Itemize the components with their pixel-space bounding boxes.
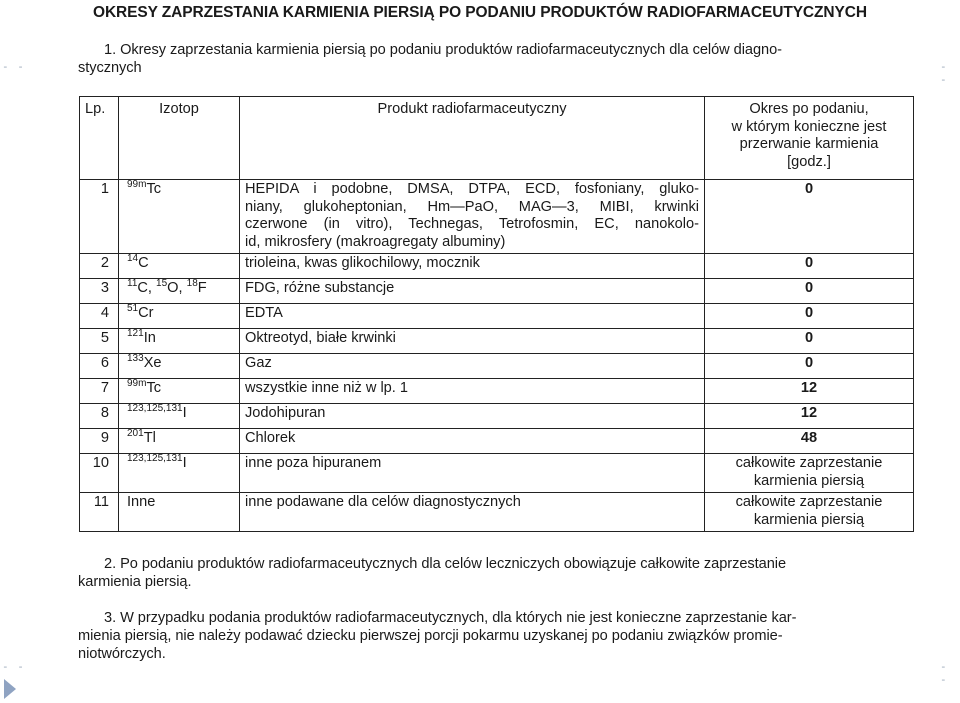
breastfeeding-table — [79, 96, 914, 532]
row-isotope — [119, 493, 240, 532]
product-line: inne podawane dla celów diagnostycznych — [245, 494, 521, 510]
table-row — [80, 354, 914, 379]
section-3-line-2: mienia piersią, nie należy podawać dziecku pierwszej porcji pokarmu uzyskanej po podaniu związków promie- — [78, 628, 783, 644]
section-1-line-1: 1. Okresy zaprzestania karmienia piersią po podaniu produktów radiofarmaceutycznych dla celów diagno- — [104, 42, 782, 58]
row-period — [705, 354, 914, 379]
row-period — [705, 279, 914, 304]
period-line: 0 — [804, 330, 814, 346]
header-period-line: w którym konieczne jest — [731, 118, 887, 135]
row-lp: 3 — [80, 279, 119, 304]
section-2-line-2: karmienia piersią. — [78, 574, 192, 590]
isotope-mass-number: 123,125,131 — [127, 403, 183, 414]
row-isotope — [119, 180, 240, 254]
row-isotope — [119, 429, 240, 454]
product-line: Oktreotyd, białe krwinki — [245, 330, 396, 346]
isotope-mass-number: 11 — [127, 278, 138, 289]
table-row — [80, 304, 914, 329]
row-lp: 4 — [80, 304, 119, 329]
isotope-mass-number: 99m — [127, 179, 147, 190]
row-product — [240, 429, 705, 454]
isotope-symbol: Tc — [146, 380, 162, 396]
header-lp: Lp. — [80, 97, 119, 180]
period-line: karmienia piersią — [753, 472, 865, 489]
row-isotope — [119, 404, 240, 429]
isotope-mass-number: 99m — [127, 378, 147, 389]
product-line: niany, glukoheptonian, Hm—PaO, MAG—3, MIBI, krwinki — [245, 198, 699, 215]
period-line: 48 — [800, 430, 818, 446]
isotope-symbol: Inne — [127, 494, 156, 510]
isotope-symbol: O, — [167, 280, 187, 296]
right-edge-mark-top: - - — [940, 60, 948, 86]
row-product — [240, 493, 705, 532]
row-period — [705, 404, 914, 429]
row-lp: 2 — [80, 254, 119, 279]
period-line: 0 — [804, 280, 814, 296]
row-product — [240, 354, 705, 379]
table-header-row — [80, 97, 914, 180]
period-line: karmienia piersią — [753, 511, 865, 528]
row-isotope — [119, 254, 240, 279]
row-lp: 5 — [80, 329, 119, 354]
row-product — [240, 180, 705, 254]
period-line: całkowite zaprzestanie — [735, 494, 883, 510]
row-period — [705, 379, 914, 404]
product-line: wszystkie inne niż w lp. 1 — [245, 380, 409, 396]
period-line: 0 — [804, 305, 814, 321]
header-period-line: Okres po podaniu, — [749, 101, 869, 117]
period-line: 0 — [804, 355, 814, 371]
period-line: 0 — [804, 181, 814, 197]
isotope-symbol: F — [197, 280, 207, 296]
isotope-symbol: I — [182, 455, 187, 471]
product-line: Chlorek — [245, 430, 296, 446]
table-row — [80, 379, 914, 404]
section-2 — [78, 555, 918, 591]
header-isotope — [119, 97, 240, 180]
left-edge-mark-top: - - — [2, 60, 25, 73]
header-product: Produkt radiofarmaceutyczny — [240, 97, 705, 180]
header-period-line: przerwanie karmienia — [739, 136, 879, 152]
row-product — [240, 379, 705, 404]
row-lp: 1 — [80, 180, 119, 254]
row-product — [240, 329, 705, 354]
page-title: OKRESY ZAPRZESTANIA KARMIENIA PIERSIĄ PO PODANIU PRODUKTÓW RADIOFARMACEUTYCZNYCH — [93, 4, 867, 21]
product-line: Gaz — [245, 355, 272, 371]
row-product — [240, 279, 705, 304]
row-isotope — [119, 454, 240, 493]
row-period — [705, 493, 914, 532]
row-lp: 8 — [80, 404, 119, 429]
row-period — [705, 329, 914, 354]
product-line: czerwone (in vitro), Technegas, Tetrofosmin, EC, nanokolo- — [245, 216, 699, 232]
isotope-mass-number: 51 — [127, 303, 139, 314]
table-row — [80, 493, 914, 532]
section-3 — [78, 609, 918, 663]
isotope-mass-number: 201 — [127, 428, 144, 439]
section-1-line-2: stycznych — [78, 60, 142, 76]
header-period-line: [godz.] — [787, 153, 831, 170]
table-row — [80, 429, 914, 454]
row-product — [240, 304, 705, 329]
row-period — [705, 254, 914, 279]
isotope-symbol: In — [143, 330, 156, 346]
row-period — [705, 429, 914, 454]
product-line: inne poza hipuranem — [245, 455, 382, 471]
isotope-mass-number: 15 — [156, 278, 168, 289]
row-isotope — [119, 279, 240, 304]
product-line: FDG, różne substancje — [245, 280, 395, 296]
isotope-symbol: Cr — [138, 305, 154, 321]
header-isotope-label: Izotop — [159, 101, 199, 117]
isotope-symbol: Xe — [143, 355, 162, 371]
period-line: 12 — [800, 405, 818, 421]
section-3-line-3: niotwórczych. — [78, 646, 166, 662]
isotope-mass-number: 133 — [127, 353, 144, 364]
row-lp: 6 — [80, 354, 119, 379]
row-period — [705, 454, 914, 493]
table-row — [80, 180, 914, 254]
table-body — [80, 180, 914, 532]
table-row — [80, 254, 914, 279]
row-isotope — [119, 354, 240, 379]
triangle-right-icon[interactable] — [4, 679, 16, 699]
isotope-mass-number: 18 — [186, 278, 198, 289]
row-period — [705, 304, 914, 329]
product-line: id, mikrosfery (makroagregaty albuminy) — [245, 233, 506, 250]
row-period — [705, 180, 914, 254]
left-edge-mark-bottom: - - — [2, 660, 25, 673]
period-line: całkowite zaprzestanie — [735, 455, 883, 471]
row-lp: 10 — [80, 454, 119, 493]
section-3-line-1: 3. W przypadku podania produktów radiofarmaceutycznych, dla których nie jest konieczne zaprzestanie kar- — [104, 610, 797, 626]
row-product — [240, 404, 705, 429]
table-row — [80, 329, 914, 354]
section-2-line-1: 2. Po podaniu produktów radiofarmaceutycznych dla celów leczniczych obowiązuje całkowite zaprzestanie — [104, 556, 787, 572]
isotope-symbol: C — [138, 255, 149, 271]
row-product — [240, 454, 705, 493]
right-edge-mark-bottom: - - — [940, 660, 948, 686]
isotope-symbol: I — [182, 405, 187, 421]
table-row — [80, 279, 914, 304]
isotope-mass-number: 123,125,131 — [127, 453, 183, 464]
isotope-mass-number: 121 — [127, 328, 144, 339]
period-line: 12 — [800, 380, 818, 396]
section-1-heading — [78, 41, 918, 77]
isotope-mass-number: 14 — [127, 253, 139, 264]
product-line: EDTA — [245, 305, 283, 321]
row-lp: 11 — [80, 493, 119, 532]
row-lp: 7 — [80, 379, 119, 404]
header-period — [705, 97, 914, 180]
isotope-symbol: Tl — [143, 430, 156, 446]
row-lp: 9 — [80, 429, 119, 454]
row-isotope — [119, 329, 240, 354]
row-isotope — [119, 304, 240, 329]
period-line: 0 — [804, 255, 814, 271]
product-line: trioleina, kwas glikochilowy, mocznik — [245, 255, 480, 271]
row-product — [240, 254, 705, 279]
table-row — [80, 454, 914, 493]
table-row — [80, 404, 914, 429]
row-isotope — [119, 379, 240, 404]
product-line: Jodohipuran — [245, 405, 326, 421]
isotope-symbol: C, — [137, 280, 157, 296]
product-line: HEPIDA i podobne, DMSA, DTPA, ECD, fosfoniany, gluko- — [245, 181, 699, 197]
isotope-symbol: Tc — [146, 181, 162, 197]
